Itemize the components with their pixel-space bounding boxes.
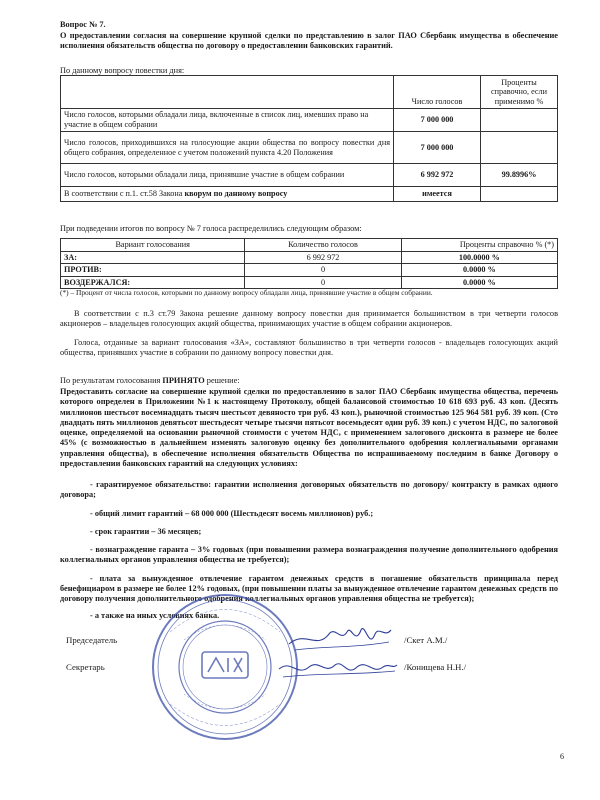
condition-item: - срок гарантии – 36 месяцев; <box>90 526 202 536</box>
table-cell: 0.0000 % <box>401 264 557 277</box>
question-title: О предоставлении согласия на совершение крупной сделки по представлению в залог ПАО Сбербанк имущества в обеспечение исполнения обязательств общества по договору о предоставлении банковских гарантий. <box>60 31 558 51</box>
majority-paragraph: В соответствии с п.3 ст.79 Закона решение данному вопросу повестки дня принимается большинством в три четверти голосов акционеров – владельцев голосующих акций общества, принимающих участие в общем собрании акционеров. <box>60 309 558 329</box>
condition-item: - общий лимит гарантий – 68 000 000 (Шестьдесят восемь миллионов) руб.; <box>90 508 374 518</box>
table-row <box>61 251 558 264</box>
table-cell: 99.8996% <box>481 164 558 187</box>
table-header-row <box>61 76 558 109</box>
condition-item: - гарантируемое обязательство: гарантии исполнения договорных обязательств по договору/ контракту в рамках одного договора; <box>60 480 558 500</box>
question-heading: Вопрос № 7. <box>60 20 106 29</box>
table-cell: 6 992 972 <box>394 164 481 187</box>
result-prefix: По результатам голосования <box>60 376 163 385</box>
secretary-name: /Конищева Н.Н./ <box>404 662 467 672</box>
footnote: (*) – Процент от числа голосов, которыми по данному вопросу обладали лица, принявшие участие в общем собрании. <box>60 288 433 297</box>
secretary-label: Секретарь <box>66 662 105 672</box>
table-row <box>61 264 558 277</box>
chairman-signature <box>285 620 395 660</box>
table-cell: Число голосов, которыми обладали лица, принявшие участие в общем собрании <box>61 164 394 187</box>
table-cell: 7 000 000 <box>394 109 481 132</box>
table-header-row <box>61 239 558 252</box>
table-header-cell: Проценты справочно, если применимо % <box>481 76 558 109</box>
table-cell: 0 <box>245 276 401 289</box>
result-suffix: решение: <box>204 376 240 385</box>
table-cell: 0 <box>245 264 401 277</box>
table-cell: 6 992 972 <box>245 251 401 264</box>
table-cell: ЗА: <box>61 251 245 264</box>
table-cell: Число голосов, приходившихся на голосующие акции общества по вопросу повестки дня общего собрания, определенное с учетом положений пункта 4.20 Положения <box>61 132 394 164</box>
votes-intro: При подведении итогов по вопросу № 7 голоса распределились следующим образом: <box>60 224 362 233</box>
table-cell: Число голосов, которыми обладали лица, включенные в список лиц, имевших право на участие в общем собрании <box>61 109 394 132</box>
table-header-cell <box>61 76 394 109</box>
conditions-list <box>60 480 558 621</box>
condition-item: - вознаграждение гаранта – 3% годовых (при повышении размера вознаграждения получение дополнительного одобрения коллегиальных органов управления общества не требуется); <box>60 545 558 565</box>
table-row <box>61 276 558 289</box>
table-cell <box>61 187 394 202</box>
chairman-name: /Скет А.М./ <box>404 635 448 645</box>
page-number: 6 <box>560 752 564 761</box>
votes-paragraph: Голоса, отданные за вариант голосования «ЗА», составляют большинство в три четверти голосов - владельцев голосующих акций общества, принявших участие в собрании по данному вопросу повестки дня. <box>60 338 558 358</box>
condition-item: - плата за вынужденное отвлечение гарантом денежных средств в погашение обязательств принципала перед бенефициаром в размере не более 12% годовых, (при повышении платы за вынужденное отвлечение гарантом денежных средств по договору получения дополнительного одобрения коллегиальных органов управления общества не требуется); <box>60 573 558 604</box>
table-header-cell: Вариант голосования <box>61 239 245 252</box>
quorum-prefix: В соответствии с п.1. ст.58 Закона <box>64 189 185 199</box>
table-header-cell: Количество голосов <box>245 239 401 252</box>
table-cell <box>481 109 558 132</box>
condition-item: - а также на иных условиях банка. <box>90 610 220 620</box>
decision-text: Предоставить согласие на совершение крупной сделки по предоставлению в залог ПАО Сбербанк имущества общества, перечень которого определен в Приложении №1 к настоящему Протоколу, общей балансовой стоимостью 10 618 693 руб. 43 коп. (Десять миллионов шестьсот восемнадцать тысяч шестьсот девяносто три руб. 43 коп.), рыночной стоимостью 125 964 581 руб. 39 коп. (Сто двадцать пять миллионов девятьсот шестьдесят четыре тысячи пятьсот восемьдесят один руб. 39 коп.) с учетом НДС, по залоговой оценке, определяемой на основании рыночной стоимости с учетом НДС, с применением залогового дисконта в размере не более 45% (с возможностью в дальнейшем изменять залоговую оценку без дополнительного одобрения коллегиальными органами управления общества), в обеспечение исполнения обязательств Общества по испрашиваемому последним в банке Договору о предоставлении банковских гарантий на следующих условиях: <box>60 387 558 469</box>
votes-table <box>60 238 558 289</box>
secretary-signature <box>275 655 400 685</box>
table-cell: ВОЗДЕРЖАЛСЯ: <box>61 276 245 289</box>
table-cell: имеется <box>394 187 481 202</box>
table-cell: ПРОТИВ: <box>61 264 245 277</box>
chairman-label: Председатель <box>66 635 118 645</box>
table-row <box>61 164 558 187</box>
quorum-bold: кворум по данному вопросу <box>184 189 288 199</box>
table-cell: 7 000 000 <box>394 132 481 164</box>
quorum-row <box>61 187 558 202</box>
quorum-table <box>60 75 558 202</box>
table-row <box>61 132 558 164</box>
table-cell <box>481 132 558 164</box>
table-row <box>61 109 558 132</box>
table-cell: 0.0000 % <box>401 276 557 289</box>
table-cell: 100.0000 % <box>401 251 557 264</box>
agenda-intro: По данному вопросу повестки дня: <box>60 66 185 75</box>
result-line <box>60 376 558 386</box>
table-header-cell: Проценты справочно % (*) <box>401 239 557 252</box>
table-header-cell: Число голосов <box>394 76 481 109</box>
table-cell <box>481 187 558 202</box>
result-status: ПРИНЯТО <box>162 376 205 385</box>
